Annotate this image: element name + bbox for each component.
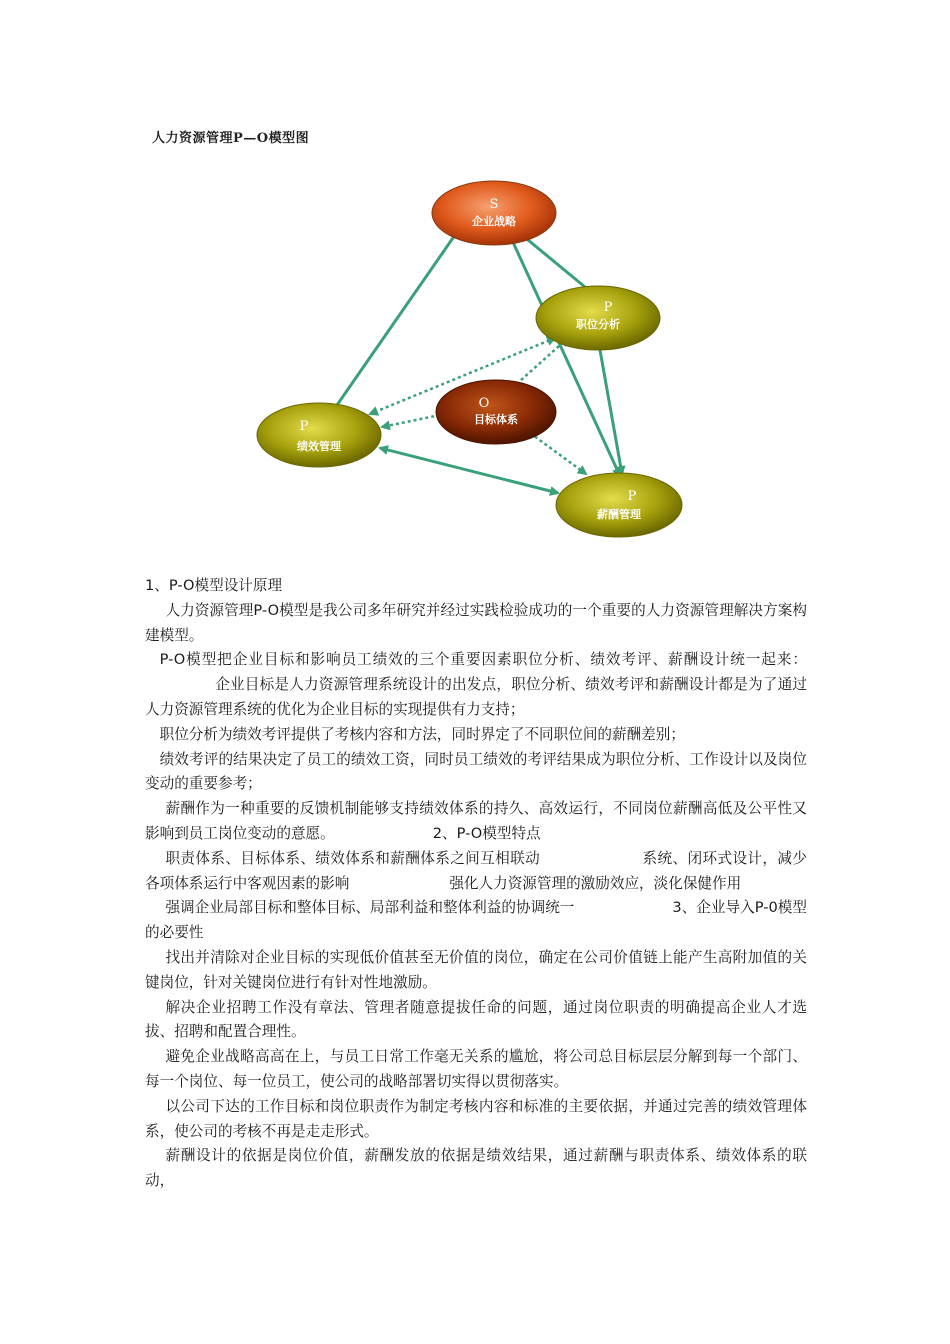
node-target-label: 目标体系 [474,413,518,426]
arrow-strategy-to-pay [512,240,620,476]
paragraph: 避免企业战略高高在上，与员工日常工作毫无关系的尴尬，将公司总目标层层分解到每一个部门、每一个岗位、每一位员工，使公司的战略部署切实得以贯彻落实。 [145,1048,807,1090]
node-strategy-label: 企业战略 [472,215,516,228]
node-strategy [432,181,556,245]
connector-arrows [328,235,622,493]
node-pay [556,473,682,537]
arrow-strategy-to-performance [328,235,455,418]
paragraph: 人力资源管理P-O模型是我公司多年研究并经过实践检验成功的一个重要的人力资源管理解决方案构建模型。 [145,601,807,644]
node-target-letter: O [478,396,490,411]
paragraph: 职位分析为绩效考评提供了考核内容和方法，同时界定了不同职位间的薪酬差别； [159,725,685,743]
dotted-target-to-performance [382,415,440,427]
section-1-heading: 1、P-O模型设计原理 [145,577,283,594]
paragraph-text: 强化人力资源管理的激励效应，淡化保健作用 [449,874,742,892]
paragraph-text: 职责体系、目标体系、绩效体系和薪酬体系之间互相联动 [165,849,541,867]
node-performance-label: 绩效管理 [297,440,341,453]
paragraph [145,648,807,722]
paragraph: 薪酬设计的依据是岗位价值，薪酬发放的依据是绩效结果，通过薪酬与职责体系、绩效体系的联动， [145,1147,807,1190]
paragraph [145,797,807,847]
po-model-diagram [250,178,695,548]
paragraph-text: 企业目标是人力资源管理系统设计的出发点，职位分析、绩效考评和薪酬设计都是为了通过人力资源管理系统的优化为企业目标的实现提供有力支持； [145,676,807,718]
node-job-letter: P [603,300,613,315]
paragraph [145,847,807,897]
paragraph-text: 薪酬作为一种重要的反馈机制能够支持绩效体系的持久、高效运行，不同岗位薪酬高低及公平性又影响到员工岗位变动的意愿。 [145,800,807,842]
section-3-heading: 3、企业导入P-0模型的必要性 [145,899,807,942]
node-pay-letter: P [627,489,637,504]
paragraph-text: 强调企业局部目标和整体目标、局部利益和整体利益的协调统一 [165,899,575,917]
node-strategy-letter: S [489,197,499,212]
paragraph: 以公司下达的工作目标和岗位职责作为制定考核内容和标准的主要依据，并通过完善的绩效管理体系，使公司的考核不再是走走形式。 [145,1097,807,1140]
paragraph: 绩效考评的结果决定了员工的绩效工资，同时员工绩效的考评结果成为职位分析、工作设计以及岗位变动的重要参考； [145,750,807,793]
dotted-target-to-pay [530,433,586,474]
section-2-heading: 2、P-O模型特点 [432,824,541,842]
paragraph-text: P-O模型把企业目标和影响员工绩效的三个重要因素职位分析、绩效考评、薪酬设计统一起来： [159,651,807,669]
paragraph-text: 系统、闭环式设计，减少各项体系运行中客观因素的影响 [145,849,807,892]
body-text [145,574,807,1194]
node-target-system [436,380,556,444]
paragraph: 解决企业招聘工作没有章法、管理者随意提拔任命的问题，通过岗位职责的明确提高企业人才选拔、招聘和配置合理性。 [145,998,807,1041]
node-performance [257,403,381,467]
figure-title: 人力资源管理P—O模型图 [152,131,310,146]
node-job-analysis [536,286,660,350]
arrow-performance-pay [380,448,558,493]
paragraph: 找出并清除对企业目标的实现低价值甚至无价值的岗位，确定在公司价值链上能产生高附加值的关键岗位，针对关键岗位进行有针对性地激励。 [145,948,807,991]
node-performance-letter: P [299,419,309,434]
node-job-label: 职位分析 [576,318,620,331]
node-pay-label: 薪酬管理 [597,508,641,521]
paragraph [145,896,807,946]
